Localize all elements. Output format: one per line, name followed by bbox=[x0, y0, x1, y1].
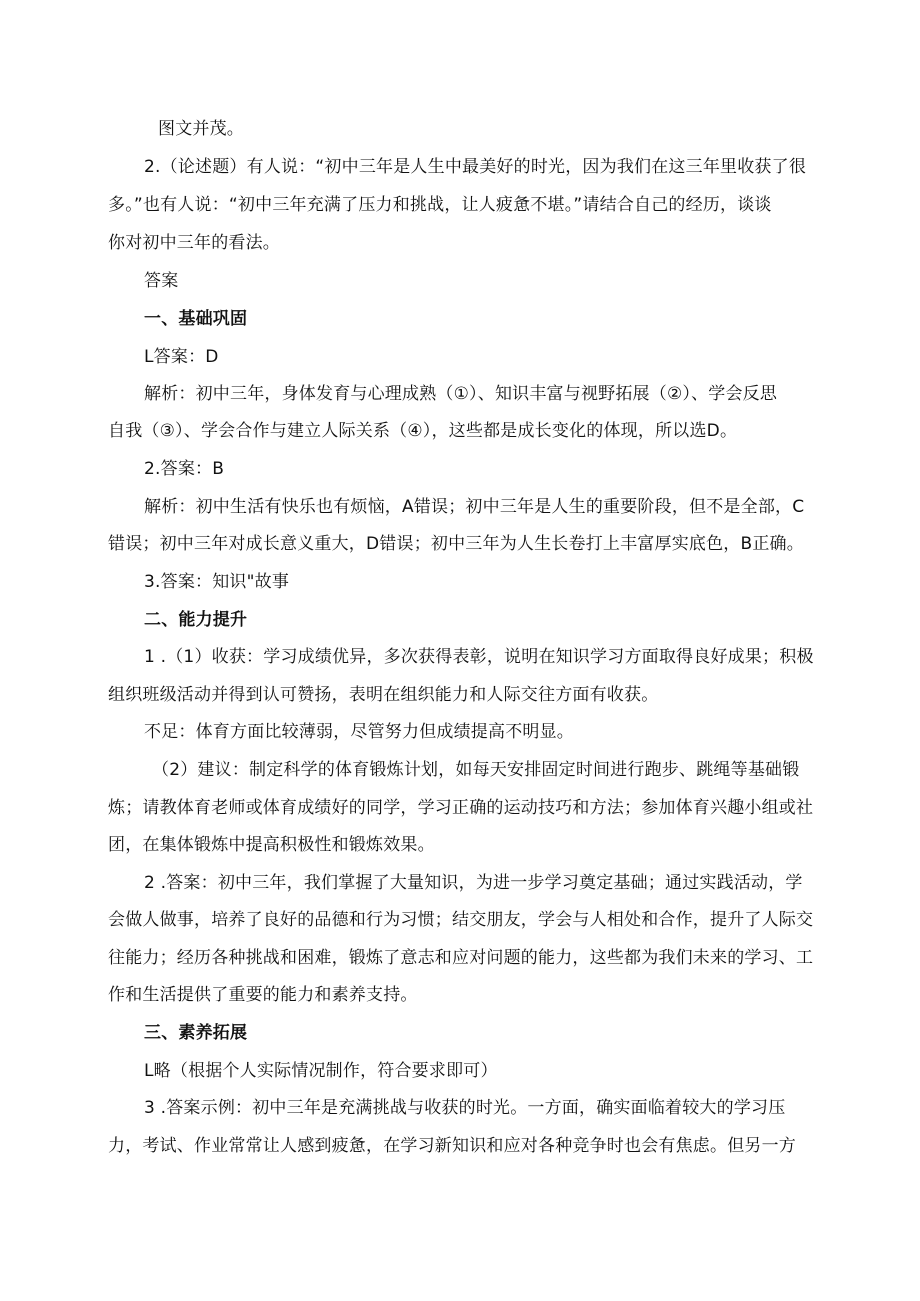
answer-1: L答案：D bbox=[144, 347, 219, 367]
suggestion-line-3: 团，在集体锻炼中提高积极性和锻炼效果。 bbox=[108, 835, 435, 855]
ability-2-line-4: 作和生活提供了重要的能力和素养支持。 bbox=[108, 985, 418, 1005]
section-heading-basic: 一、基础巩固 bbox=[144, 309, 248, 329]
answer-3: 3.答案：知识"故事 bbox=[144, 572, 290, 592]
literacy-3-line-1: 3 .答案示例：初中三年是充满挑战与收获的时光。一方面，确实面临着较大的学习压 bbox=[144, 1098, 786, 1118]
ability-1-line-1: 1 .（1）收获：学习成绩优异，多次获得表彰，说明在知识学习方面取得良好成果；积极 bbox=[144, 647, 814, 667]
ability-2-line-2: 会做人做事，培养了良好的品德和行为习惯；结交朋友，学会与人相处和合作，提升了人际交 bbox=[108, 910, 814, 930]
literacy-3-line-2: 力，考试、作业常常让人感到疲惫，在学习新知识和应对各种竞争时也会有焦虑。但另一方 bbox=[108, 1136, 796, 1156]
ability-1-line-2: 组织班级活动并得到认可赞扬，表明在组织能力和人际交往方面有收获。 bbox=[108, 685, 659, 705]
question-2-line-3: 你对初中三年的看法。 bbox=[108, 233, 280, 253]
shortcoming-line: 不足：体育方面比较薄弱，尽管努力但成绩提高不明显。 bbox=[144, 722, 574, 742]
suggestion-line-1: （2）建议：制定科学的体育锻炼计划，如每天安排固定时间进行跑步、跳绳等基础锻 bbox=[152, 760, 800, 780]
analysis-1-line-2: 自我（③）、学会合作与建立人际关系（④），这些都是成长变化的体现，所以选D。 bbox=[108, 421, 738, 441]
answer-heading: 答案 bbox=[144, 271, 179, 291]
analysis-1-line-1: 解析：初中三年，身体发育与心理成熟（①）、知识丰富与视野拓展（②）、学会反思 bbox=[144, 384, 778, 404]
analysis-2-line-1: 解析：初中生活有快乐也有烦恼，A错误；初中三年是人生的重要阶段，但不是全部，C bbox=[144, 497, 805, 517]
ability-2-line-1: 2 .答案：初中三年，我们掌握了大量知识，为进一步学习奠定基础；通过实践活动，学 bbox=[144, 873, 803, 893]
analysis-2-line-2: 错误；初中三年对成长意义重大，D错误；初中三年为人生长卷打上丰富厚实底色，B正确。 bbox=[108, 534, 804, 554]
question-2-line-1: 2.（论述题）有人说：“初中三年是人生中最美好的时光，因为我们在这三年里收获了很 bbox=[144, 157, 807, 177]
section-heading-literacy: 三、素养拓展 bbox=[144, 1023, 248, 1043]
suggestion-line-2: 炼；请教体育老师或体育成绩好的同学，学习正确的运动技巧和方法；参加体育兴趣小组或社 bbox=[108, 798, 814, 818]
text-line: 图文并茂。 bbox=[158, 119, 244, 139]
section-heading-ability: 二、能力提升 bbox=[144, 610, 248, 630]
ability-2-line-3: 往能力；经历各种挑战和困难，锻炼了意志和应对问题的能力，这些都为我们未来的学习、工 bbox=[108, 948, 814, 968]
question-2-line-2: 多。”也有人说：“初中三年充满了压力和挑战，让人疲惫不堪。”请结合自己的经历，谈谈 bbox=[108, 195, 772, 215]
answer-2: 2.答案：B bbox=[144, 459, 225, 479]
literacy-1-line: L略（根据个人实际情况制作，符合要求即可） bbox=[144, 1061, 498, 1081]
